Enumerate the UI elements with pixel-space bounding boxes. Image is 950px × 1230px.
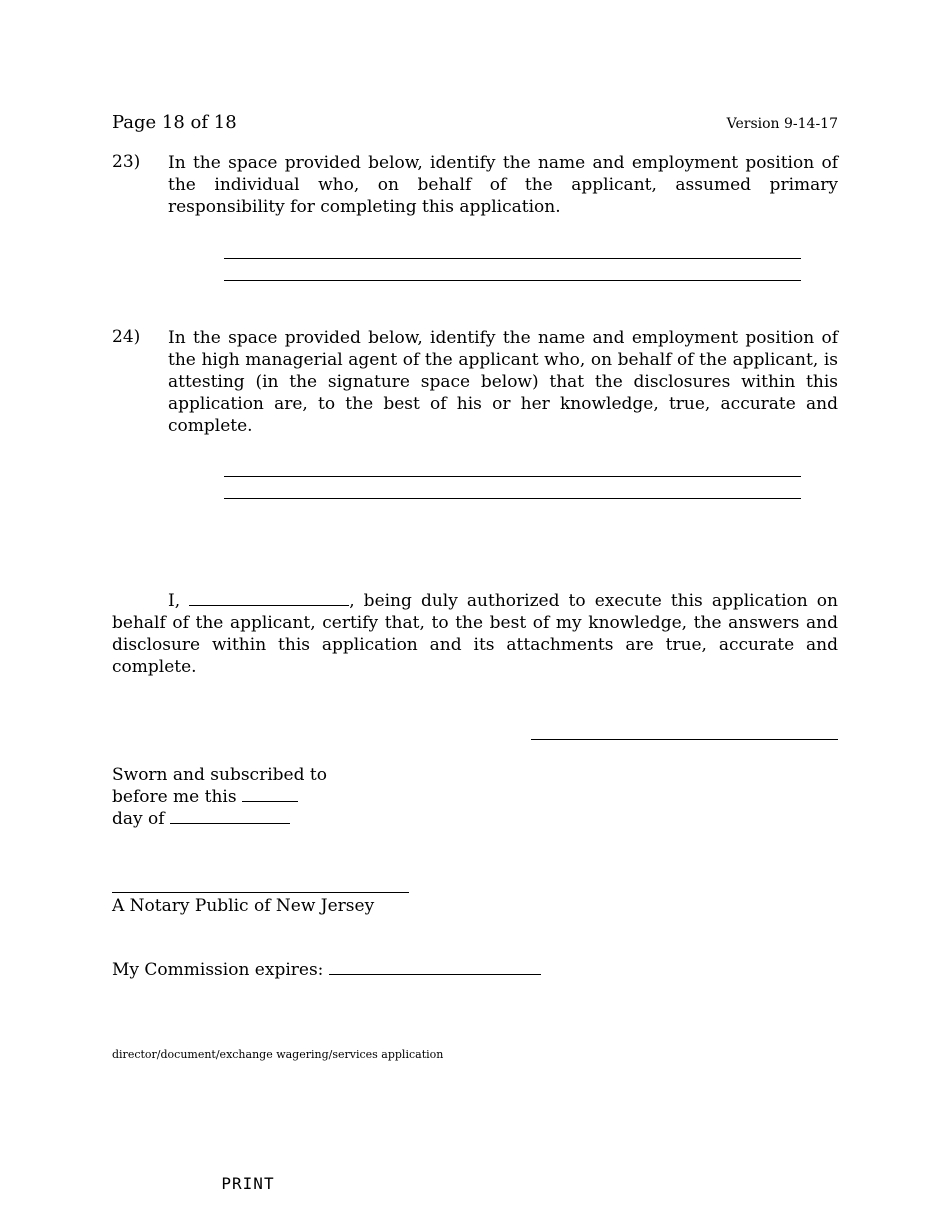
certification-prefix: I, [168, 591, 181, 611]
sworn-line-3-text: day of [112, 809, 165, 829]
item-24-number: 24) [112, 327, 141, 347]
item-23-answer-line-2[interactable] [224, 280, 801, 281]
sworn-line-1: Sworn and subscribed to [112, 765, 327, 785]
notary-label: A Notary Public of New Jersey [112, 896, 375, 916]
item-24-text: In the space provided below, identify the name and employment position of the high managerial agent of the applicant who, on behalf of the applicant, is attesting (in the signature space below) that the disclosures within this application are, to the best of his or her knowledge, true, accurate and complete. [168, 328, 838, 436]
version-label: Version 9-14-17 [726, 116, 838, 132]
sworn-month-blank[interactable] [170, 809, 290, 824]
notary-signature-line[interactable] [112, 892, 409, 893]
item-24-answer-line-1[interactable] [224, 476, 801, 477]
footer-document-path: director/document/exchange wagering/services application [112, 1048, 444, 1061]
item-23-number: 23) [112, 152, 141, 172]
sworn-day-blank[interactable] [242, 787, 298, 802]
page-number: Page 18 of 18 [112, 112, 237, 133]
signature-line[interactable] [531, 739, 838, 740]
item-24-answer-line-2[interactable] [224, 498, 801, 499]
certification-text: , being duly authorized to execute this application on behalf of the applicant, certify that, to the best of my knowledge, the answers and disclosure within this application and its attachments are true, accurate and complete. [112, 591, 838, 677]
sworn-line-2 [112, 786, 298, 808]
print-button[interactable]: PRINT [212, 1170, 284, 1196]
sworn-line-3 [112, 808, 290, 830]
certification-paragraph [112, 590, 838, 678]
commission-row [112, 960, 541, 980]
commission-label: My Commission expires: [112, 960, 324, 980]
certifier-name-blank[interactable] [189, 591, 349, 606]
commission-expiry-blank[interactable] [329, 960, 541, 975]
item-23-text: In the space provided below, identify the name and employment position of the individual who, on behalf of the applicant, assumed primary responsibility for completing this application. [168, 153, 838, 217]
item-23-answer-line-1[interactable] [224, 258, 801, 259]
sworn-line-2-text: before me this [112, 787, 237, 807]
